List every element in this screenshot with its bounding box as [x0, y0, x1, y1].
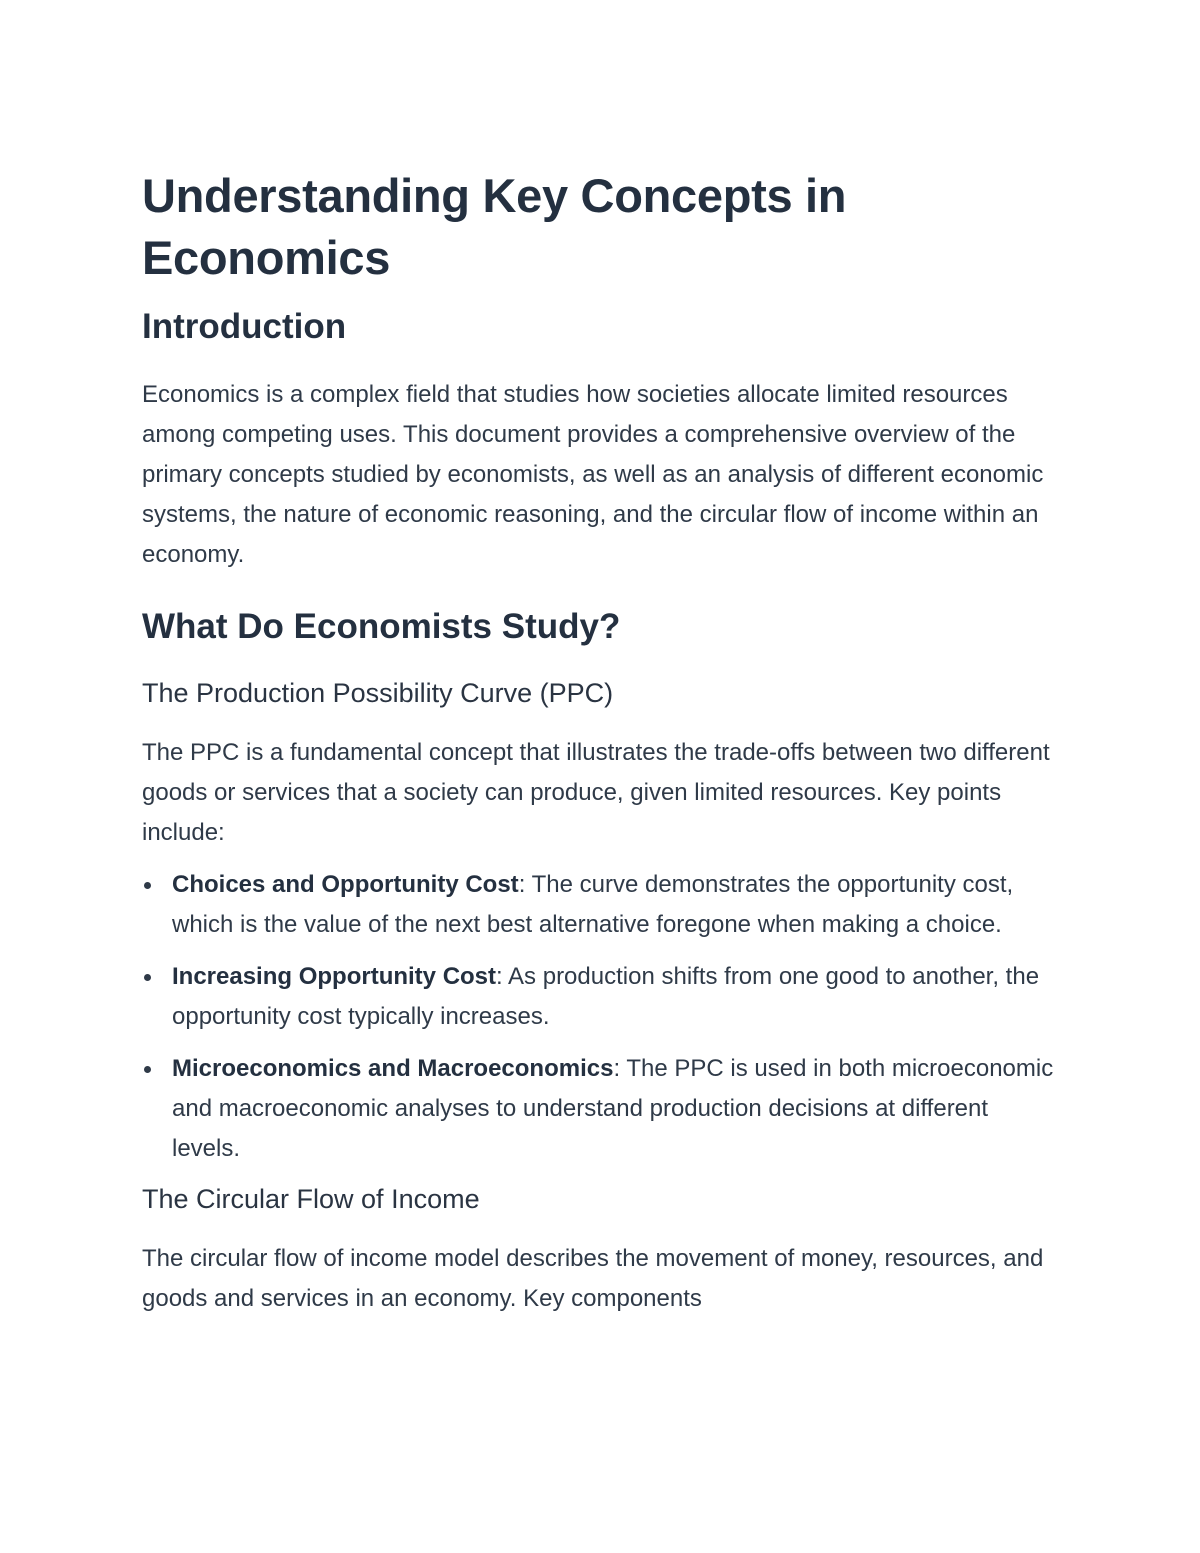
subsection-heading-circular-flow: The Circular Flow of Income — [142, 1184, 480, 1214]
list-item-term: Increasing Opportunity Cost — [172, 963, 497, 990]
list-item — [142, 1049, 1057, 1169]
section-heading-introduction: Introduction — [142, 307, 347, 346]
list-item-text: : The curve demonstrates the opportunity cost, which is the value of the next best alternative foregone when making a choice. — [172, 871, 1014, 938]
bullet-icon — [144, 1066, 151, 1073]
list-item — [142, 865, 1057, 945]
list-item-term: Choices and Opportunity Cost — [172, 871, 519, 898]
circular-flow-paragraph: The circular flow of income model describes the movement of money, resources, and goods and services in an economy. Key components — [142, 1245, 1044, 1312]
section-heading-what-economists-study: What Do Economists Study? — [142, 607, 621, 646]
document-page — [142, 165, 1057, 1319]
list-item-term: Microeconomics and Macroeconomics — [172, 1055, 614, 1082]
subsection-heading-ppc: The Production Possibility Curve (PPC) — [142, 678, 614, 708]
bullet-icon — [144, 974, 151, 981]
list-item — [142, 957, 1057, 1037]
list-item-text: : The PPC is used in both microeconomic and macroeconomic analyses to understand production decisions at different levels. — [172, 1055, 1054, 1162]
bullet-icon — [144, 882, 151, 889]
introduction-paragraph: Economics is a complex field that studies how societies allocate limited resources among competing uses. This document provides a comprehensive overview of the primary concepts studied by economists, as well as an analysis of different economic systems, the nature of economic reasoning, and the circular flow of income within an economy. — [142, 381, 1044, 568]
document-title: Understanding Key Concepts in Economics — [142, 169, 847, 284]
ppc-paragraph: The PPC is a fundamental concept that illustrates the trade-offs between two different goods or services that a society can produce, given limited resources. Key points include: — [142, 739, 1050, 846]
list-item-text: : As production shifts from one good to another, the opportunity cost typically increases. — [172, 963, 1040, 1030]
ppc-key-points-list — [142, 865, 1057, 1169]
